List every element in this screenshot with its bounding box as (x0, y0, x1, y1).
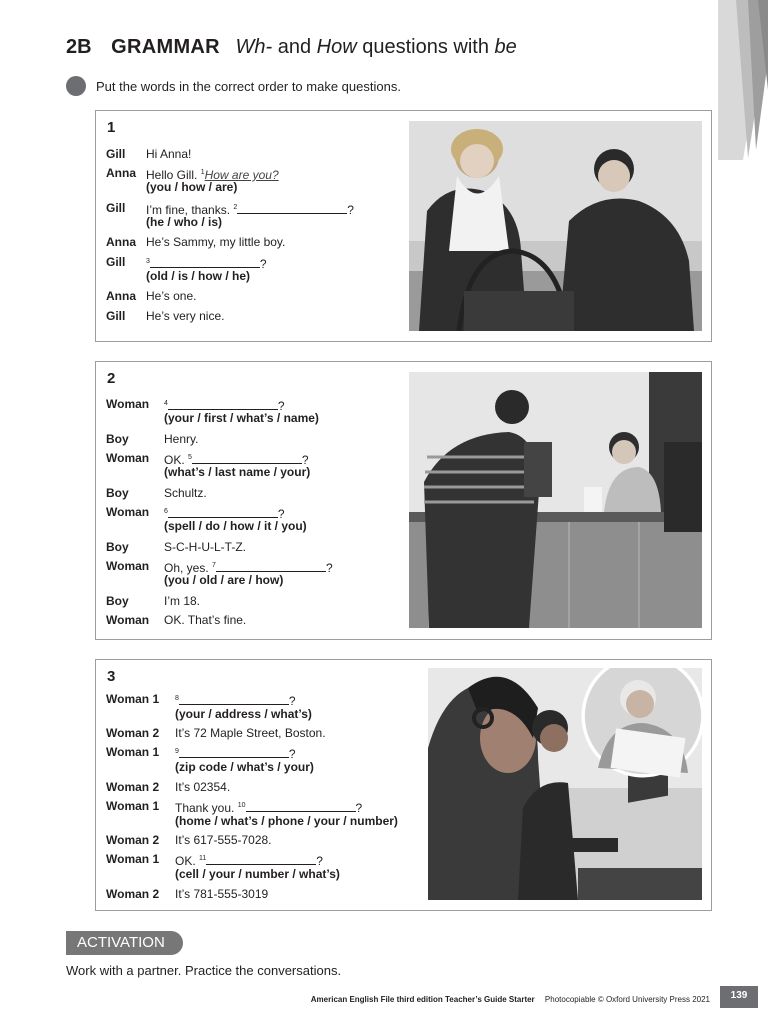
footer (311, 995, 710, 1004)
activation-label: ACTIVATION (77, 934, 165, 951)
activation-instruction: Work with a partner. Practice the conversations. (66, 963, 342, 978)
speaker-name: Anna (106, 166, 136, 180)
question-mark: ? (325, 561, 333, 575)
line-text: He’s one. (146, 289, 197, 303)
example-answer: How are you? (204, 168, 279, 182)
line-text: I’m fine, thanks. (146, 203, 234, 217)
question-number: 6 (164, 508, 168, 515)
line-text: It’s 617-555-7028. (175, 833, 272, 847)
line-text: It’s 781-555-3019 (175, 887, 269, 901)
word-prompt: (spell / do / how / it / you) (164, 519, 307, 533)
answer-blank[interactable] (192, 453, 302, 464)
footer-copyright: Photocopiable © Oxford University Press 2021 (544, 995, 710, 1004)
line-text: Oh, yes. (164, 561, 213, 575)
line-text: Hello Gill. (146, 168, 201, 182)
line-text: S-C-H-U-L-T-Z. (164, 540, 246, 554)
photo-reception-desk (409, 372, 702, 628)
speaker-name: Anna (106, 289, 136, 303)
speaker-name: Woman (106, 397, 150, 411)
title-wh: Wh- (235, 36, 273, 58)
answer-blank[interactable] (206, 854, 316, 865)
question-mark: ? (288, 694, 296, 708)
word-prompt: (what’s / last name / your) (164, 465, 311, 479)
answer-blank[interactable] (168, 507, 278, 518)
line-text: OK. (164, 453, 189, 467)
word-prompt: (you / how / are) (146, 180, 238, 194)
speaker-name: Gill (106, 255, 126, 269)
speaker-name: Boy (106, 540, 129, 554)
photo-two-women-stroller (409, 121, 702, 331)
word-prompt: (you / old / are / how) (164, 573, 284, 587)
exercise-instruction (66, 76, 401, 96)
question-number: 3 (146, 258, 150, 265)
speaker-name: Woman (106, 451, 150, 465)
word-prompt: (home / what’s / phone / your / number) (175, 814, 398, 828)
title-rest: questions with (356, 36, 495, 58)
line-text: He’s Sammy, my little boy. (146, 235, 286, 249)
speaker-name: Woman 2 (106, 780, 160, 794)
question-number: 8 (175, 695, 179, 702)
question-mark: ? (301, 453, 309, 467)
footer-book-title: American English File third edition Teacher’s Guide Starter (310, 995, 535, 1004)
page-number: 139 (720, 986, 758, 1008)
speaker-name: Boy (106, 432, 129, 446)
unit-code: 2B (66, 36, 92, 58)
speaker-name: Woman (106, 559, 150, 573)
question-number: 2 (233, 204, 238, 211)
conversation-number: 3 (107, 668, 116, 685)
section-label: GRAMMAR (111, 36, 220, 58)
speaker-name: Gill (106, 309, 126, 323)
question-mark: ? (259, 257, 267, 271)
word-prompt: (he / who / is) (146, 215, 223, 229)
line-text: OK. That’s fine. (164, 613, 247, 627)
question-mark: ? (277, 399, 285, 413)
conversation-box-2 (95, 361, 712, 640)
activation-banner (66, 931, 183, 955)
page-title (66, 36, 517, 59)
line-text: It’s 02354. (175, 780, 231, 794)
word-prompt: (your / first / what’s / name) (164, 411, 319, 425)
question-number: 10 (237, 802, 246, 809)
question-number: 1 (200, 169, 205, 176)
answer-blank[interactable] (150, 257, 260, 268)
circle-bullet-icon (66, 76, 86, 96)
line-text: Schultz. (164, 486, 207, 500)
word-prompt: (zip code / what’s / your) (175, 760, 314, 774)
word-prompt: (your / address / what’s) (175, 707, 312, 721)
answer-blank[interactable] (246, 801, 356, 812)
conversation-box-1 (95, 110, 712, 342)
question-number: 4 (164, 400, 168, 407)
answer-blank[interactable] (237, 203, 347, 214)
speaker-name: Woman (106, 613, 150, 627)
speaker-name: Gill (106, 201, 126, 215)
word-prompt: (old / is / how / he) (146, 269, 250, 283)
conversation-number: 2 (107, 370, 116, 387)
question-number: 9 (175, 748, 179, 755)
speaker-name: Anna (106, 235, 136, 249)
question-mark: ? (288, 747, 296, 761)
speaker-name: Woman (106, 505, 150, 519)
speaker-name: Woman 1 (106, 852, 160, 866)
speaker-name: Woman 2 (106, 726, 160, 740)
line-text: OK. (175, 854, 200, 868)
question-mark: ? (355, 801, 363, 815)
corner-decoration (718, 0, 768, 165)
line-text: Hi Anna! (146, 147, 192, 161)
question-number: 5 (188, 454, 192, 461)
speaker-name: Woman 1 (106, 692, 160, 706)
speaker-name: Woman 2 (106, 887, 160, 901)
speaker-name: Woman 1 (106, 799, 160, 813)
answer-blank[interactable] (168, 399, 278, 410)
question-number: 7 (212, 562, 216, 569)
line-text: Thank you. (175, 801, 238, 815)
title-and: and (272, 36, 317, 58)
question-mark: ? (277, 507, 285, 521)
speaker-name: Boy (106, 486, 129, 500)
answer-blank[interactable] (179, 747, 289, 758)
line-text: It’s 72 Maple Street, Boston. (175, 726, 326, 740)
conversation-number: 1 (107, 119, 116, 136)
question-mark: ? (347, 203, 354, 217)
answer-blank[interactable] (216, 561, 326, 572)
word-prompt: (cell / your / number / what’s) (175, 867, 340, 881)
answer-blank[interactable] (179, 694, 289, 705)
question-mark: ? (316, 854, 323, 868)
question-number: 11 (199, 855, 207, 862)
title-how: How (316, 36, 357, 58)
instruction-text: Put the words in the correct order to make questions. (96, 78, 401, 94)
speaker-name: Woman 2 (106, 833, 160, 847)
photo-call-center (428, 668, 702, 900)
line-text: Henry. (164, 432, 199, 446)
speaker-name: Woman 1 (106, 745, 160, 759)
title-be: be (494, 36, 517, 58)
line-text: He’s very nice. (146, 309, 225, 323)
speaker-name: Gill (106, 147, 126, 161)
line-text: I’m 18. (164, 594, 201, 608)
speaker-name: Boy (106, 594, 129, 608)
conversation-box-3 (95, 659, 712, 911)
